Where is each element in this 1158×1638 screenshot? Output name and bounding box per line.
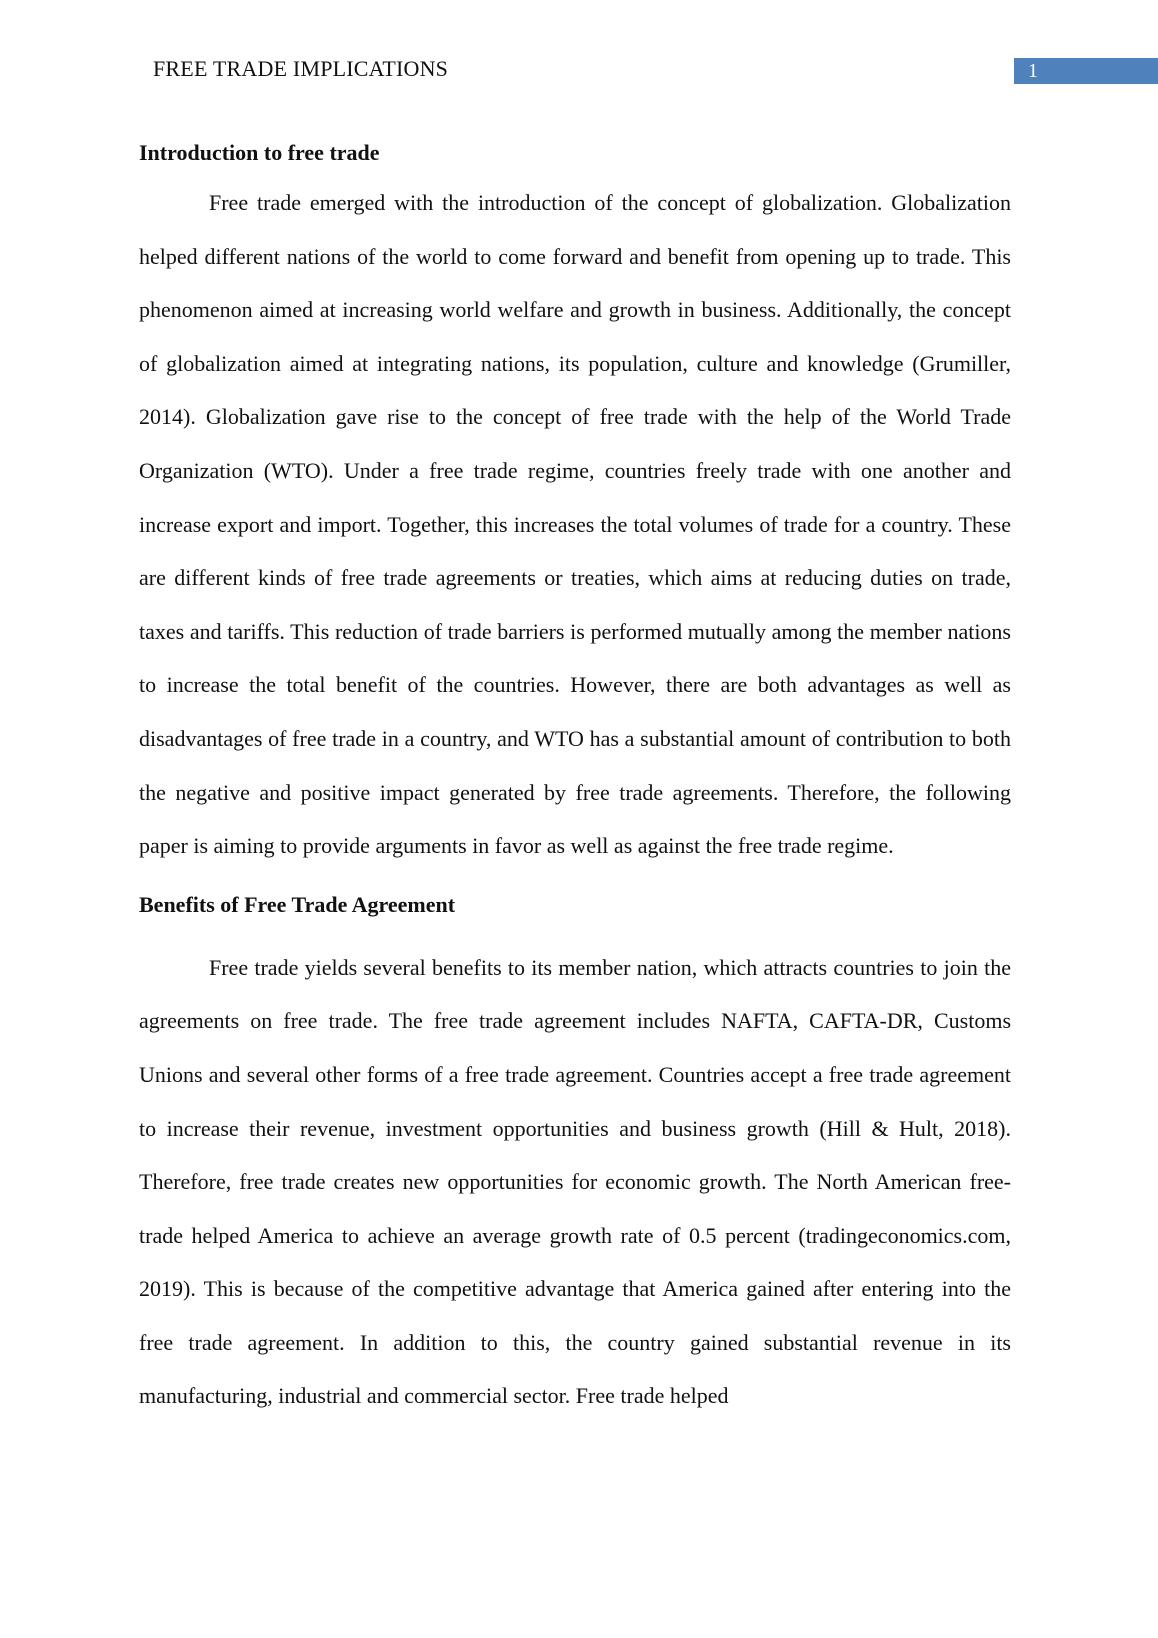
- section-paragraph-introduction: Free trade emerged with the introduction of the concept of globalization. Globalization helped different nations of the world to come forward and benefit from opening up to trade. This phenomenon aimed at increasing world welfare and growth in business. Additionally, the concept of globalization aimed at integrating nations, its population, culture and knowledge (Grumiller, 2014). Globalization gave rise to the concept of free trade with the help of the World Trade Organization (WTO). Under a free trade regime, countries freely trade with one another and increase export and import. Together, this increases the total volumes of trade for a country. These are different kinds of free trade agreements or treaties, which aims at reducing duties on trade, taxes and tariffs. This reduction of trade barriers is performed mutually among the member nations to increase the total benefit of the countries. However, there are both advantages as well as disadvantages of free trade in a country, and WTO has a substantial amount of contribution to both the negative and positive impact generated by free trade agreements. Therefore, the following paper is aiming to provide arguments in favor as well as against the free trade regime.: [139, 190, 1011, 859]
- document-body: [139, 132, 1011, 1423]
- running-head: FREE TRADE IMPLICATIONS: [153, 56, 449, 81]
- section-heading-introduction: Introduction to free trade: [139, 140, 380, 165]
- section-heading-benefits: Benefits of Free Trade Agreement: [139, 891, 456, 917]
- section-paragraph-benefits: Free trade yields several benefits to its member nation, which attracts countries to join the agreements on free trade. The free trade agreement includes NAFTA, CAFTA-DR, Customs Unions and several other forms of a free trade agreement. Countries accept a free trade agreement to increase their revenue, investment opportunities and business growth (Hill & Hult, 2018). Therefore, free trade creates new opportunities for economic growth. The North American free-trade helped America to achieve an average growth rate of 0.5 percent (tradingeconomics.com, 2019). This is because of the competitive advantage that America gained after entering into the free trade agreement. In addition to this, the country gained substantial revenue in its manufacturing, industrial and commercial sector. Free trade helped: [139, 954, 1011, 1409]
- page-number-box: [1014, 58, 1158, 84]
- page-number: 1: [1028, 60, 1038, 82]
